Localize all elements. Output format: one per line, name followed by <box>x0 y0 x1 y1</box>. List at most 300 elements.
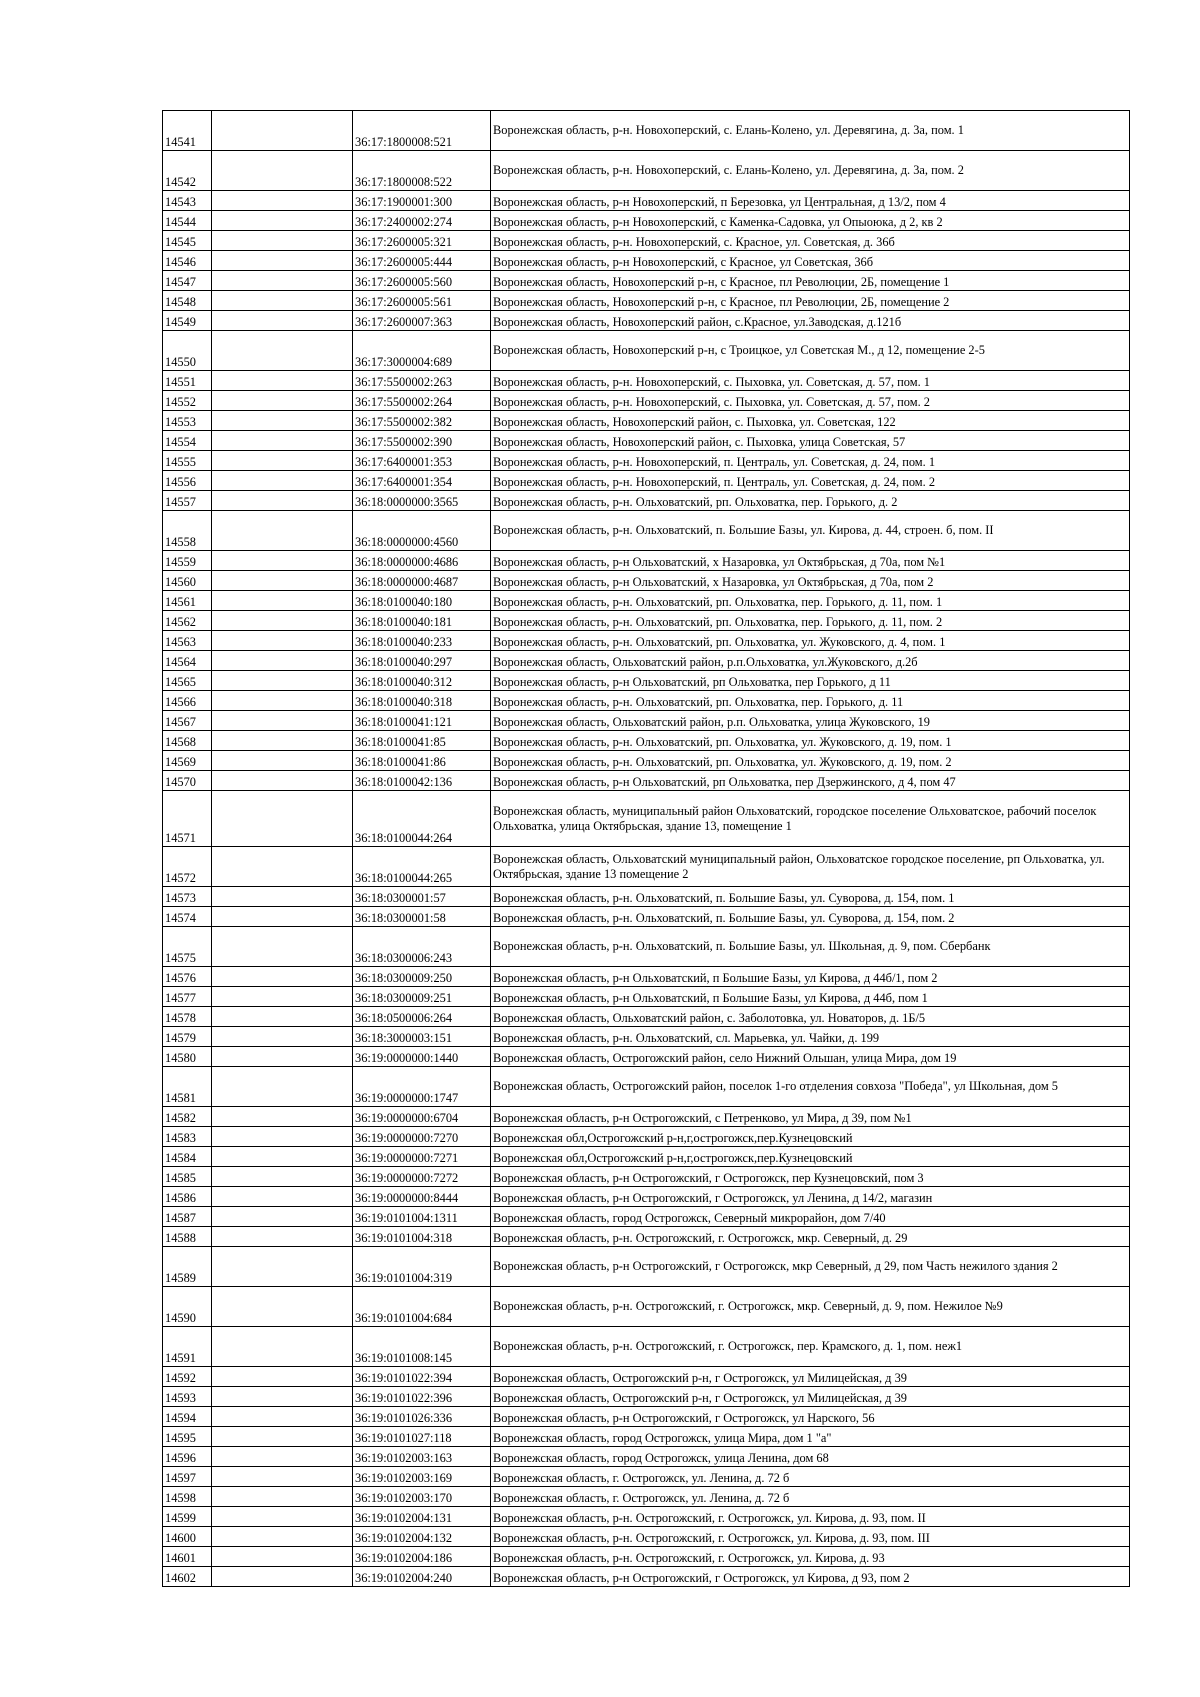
row-number-cell: 14586 <box>163 1187 212 1207</box>
empty-cell <box>212 1127 353 1147</box>
empty-cell <box>212 1367 353 1387</box>
row-number-cell: 14588 <box>163 1227 212 1247</box>
cadastral-number-cell: 36:17:6400001:353 <box>353 451 491 471</box>
cadastral-number-cell: 36:19:0102004:132 <box>353 1527 491 1547</box>
address-cell: Воронежская область, р-н Ольховатский, х Назаровка, ул Октябрьская, д 70а, пом 2 <box>491 571 1130 591</box>
cadastral-number-cell: 36:19:0101026:336 <box>353 1407 491 1427</box>
address-cell: Воронежская область, г. Острогожск, ул. Ленина, д. 72 б <box>491 1467 1130 1487</box>
table-row <box>163 847 1130 887</box>
address-cell: Воронежская область, р-н. Острогожский, г. Острогожск, мкр. Северный, д. 29 <box>491 1227 1130 1247</box>
address-cell: Воронежская обл,Острогожский р-н,г,острогожск,пер.Кузнецовский <box>491 1147 1130 1167</box>
table-row <box>163 191 1130 211</box>
cadastral-number-cell: 36:19:0102003:163 <box>353 1447 491 1467</box>
row-number-cell: 14552 <box>163 391 212 411</box>
empty-cell <box>212 1027 353 1047</box>
table-row <box>163 907 1130 927</box>
address-cell: Воронежская область, муниципальный район Ольховатский, городское поселение Ольховатское, рабочий поселок Ольховатка, улица Октябрьская, здание 13, помещение 1 <box>491 791 1130 847</box>
address-cell: Воронежская область, р-н Ольховатский, рп Ольховатка, пер Горького, д 11 <box>491 671 1130 691</box>
address-cell: Воронежская область, р-н Новохоперский, с Красное, ул Советская, 36б <box>491 251 1130 271</box>
empty-cell <box>212 771 353 791</box>
address-cell: Воронежская область, Острогожский район, поселок 1-го отделения совхоза "Победа", ул Школьная, дом 5 <box>491 1067 1130 1107</box>
address-cell: Воронежская область, р-н. Новохоперский, с. Пыховка, ул. Советская, д. 57, пом. 1 <box>491 371 1130 391</box>
table-row <box>163 1067 1130 1107</box>
cadastral-number-cell: 36:18:0100044:264 <box>353 791 491 847</box>
address-cell: Воронежская область, р-н Острогожский, г Острогожск, мкр Северный, д 29, пом Часть нежилого здания 2 <box>491 1247 1130 1287</box>
row-number-cell: 14575 <box>163 927 212 967</box>
row-number-cell: 14581 <box>163 1067 212 1107</box>
cadastral-number-cell: 36:17:2600005:444 <box>353 251 491 271</box>
row-number-cell: 14562 <box>163 611 212 631</box>
empty-cell <box>212 1547 353 1567</box>
table-row <box>163 151 1130 191</box>
table-row <box>163 711 1130 731</box>
cadastral-number-cell: 36:18:0300001:58 <box>353 907 491 927</box>
table-row <box>163 771 1130 791</box>
empty-cell <box>212 1207 353 1227</box>
cadastral-number-cell: 36:18:0100040:297 <box>353 651 491 671</box>
table-row <box>163 987 1130 1007</box>
empty-cell <box>212 967 353 987</box>
empty-cell <box>212 1427 353 1447</box>
cadastral-number-cell: 36:19:0000000:7270 <box>353 1127 491 1147</box>
address-cell: Воронежская область, р-н Ольховатский, п Большие Базы, ул Кирова, д 44б/1, пом 2 <box>491 967 1130 987</box>
empty-cell <box>212 671 353 691</box>
cadastral-number-cell: 36:18:0100040:233 <box>353 631 491 651</box>
table-row <box>163 1027 1130 1047</box>
table-row <box>163 1127 1130 1147</box>
address-cell: Воронежская область, р-н Ольховатский, рп Ольховатка, пер Дзержинского, д 4, пом 47 <box>491 771 1130 791</box>
empty-cell <box>212 371 353 391</box>
row-number-cell: 14564 <box>163 651 212 671</box>
address-cell: Воронежская область, р-н. Ольховатский, рп. Ольховатка, пер. Горького, д. 2 <box>491 491 1130 511</box>
empty-cell <box>212 751 353 771</box>
table-row <box>163 231 1130 251</box>
row-number-cell: 14572 <box>163 847 212 887</box>
cadastral-number-cell: 36:19:0102004:240 <box>353 1567 491 1587</box>
empty-cell <box>212 987 353 1007</box>
empty-cell <box>212 491 353 511</box>
address-cell: Воронежская область, р-н. Новохоперский, п. Централь, ул. Советская, д. 24, пом. 1 <box>491 451 1130 471</box>
address-cell: Воронежская область, р-н. Острогожский, г. Острогожск, пер. Крамского, д. 1, пом. неж1 <box>491 1327 1130 1367</box>
cadastral-number-cell: 36:17:5500002:264 <box>353 391 491 411</box>
address-cell: Воронежская область, р-н Новохоперский, п Березовка, ул Центральная, д 13/2, пом 4 <box>491 191 1130 211</box>
empty-cell <box>212 611 353 631</box>
address-cell: Воронежская область, город Острогожск, улица Ленина, дом 68 <box>491 1447 1130 1467</box>
table-row <box>163 1227 1130 1247</box>
empty-cell <box>212 571 353 591</box>
empty-cell <box>212 887 353 907</box>
empty-cell <box>212 1107 353 1127</box>
table-row <box>163 311 1130 331</box>
cadastral-number-cell: 36:18:0100042:136 <box>353 771 491 791</box>
table-row <box>163 1567 1130 1587</box>
address-cell: Воронежская область, Новохоперский р-н, с Красное, пл Революции, 2Б, помещение 1 <box>491 271 1130 291</box>
address-cell: Воронежская область, Острогожский р-н, г Острогожск, ул Милицейская, д 39 <box>491 1367 1130 1387</box>
row-number-cell: 14594 <box>163 1407 212 1427</box>
row-number-cell: 14548 <box>163 291 212 311</box>
empty-cell <box>212 1167 353 1187</box>
row-number-cell: 14571 <box>163 791 212 847</box>
empty-cell <box>212 1387 353 1407</box>
table-row <box>163 791 1130 847</box>
address-cell: Воронежская область, Ольховатский район, р.п.Ольховатка, ул.Жуковского, д.2б <box>491 651 1130 671</box>
empty-cell <box>212 691 353 711</box>
cadastral-number-cell: 36:19:0102004:186 <box>353 1547 491 1567</box>
empty-cell <box>212 1007 353 1027</box>
empty-cell <box>212 191 353 211</box>
cadastral-number-cell: 36:17:2600005:561 <box>353 291 491 311</box>
address-cell: Воронежская область, р-н Новохоперский, с Каменка-Садовка, ул Опыоюка, д 2, кв 2 <box>491 211 1130 231</box>
cadastral-number-cell: 36:19:0000000:1440 <box>353 1047 491 1067</box>
cadastral-number-cell: 36:17:6400001:354 <box>353 471 491 491</box>
address-cell: Воронежская область, р-н. Острогожский, г. Острогожск, мкр. Северный, д. 9, пом. Нежилое №9 <box>491 1287 1130 1327</box>
empty-cell <box>212 1447 353 1467</box>
cadastral-number-cell: 36:19:0101004:319 <box>353 1247 491 1287</box>
table-row <box>163 631 1130 651</box>
cadastral-number-cell: 36:17:3000004:689 <box>353 331 491 371</box>
row-number-cell: 14560 <box>163 571 212 591</box>
cadastral-number-cell: 36:18:0300009:251 <box>353 987 491 1007</box>
empty-cell <box>212 391 353 411</box>
cadastral-number-cell: 36:19:0101004:684 <box>353 1287 491 1327</box>
address-cell: Воронежская область, р-н. Новохоперский, с. Красное, ул. Советская, д. 36б <box>491 231 1130 251</box>
cadastral-number-cell: 36:18:0100040:180 <box>353 591 491 611</box>
table-row <box>163 1047 1130 1067</box>
row-number-cell: 14568 <box>163 731 212 751</box>
address-cell: Воронежская область, Острогожский район, село Нижний Ольшан, улица Мира, дом 19 <box>491 1047 1130 1067</box>
row-number-cell: 14587 <box>163 1207 212 1227</box>
empty-cell <box>212 1487 353 1507</box>
table-row <box>163 1527 1130 1547</box>
row-number-cell: 14602 <box>163 1567 212 1587</box>
empty-cell <box>212 1467 353 1487</box>
row-number-cell: 14570 <box>163 771 212 791</box>
address-cell: Воронежская область, р-н. Ольховатский, п. Большие Базы, ул. Кирова, д. 44, строен. б, пом. II <box>491 511 1130 551</box>
cadastral-number-cell: 36:19:0102003:169 <box>353 1467 491 1487</box>
cadastral-number-cell: 36:18:0100044:265 <box>353 847 491 887</box>
address-cell: Воронежская область, р-н. Новохоперский, п. Централь, ул. Советская, д. 24, пом. 2 <box>491 471 1130 491</box>
table-row <box>163 1367 1130 1387</box>
table-row <box>163 1287 1130 1327</box>
row-number-cell: 14557 <box>163 491 212 511</box>
row-number-cell: 14578 <box>163 1007 212 1027</box>
empty-cell <box>212 711 353 731</box>
cadastral-number-cell: 36:17:1800008:522 <box>353 151 491 191</box>
cadastral-number-cell: 36:19:0101004:318 <box>353 1227 491 1247</box>
row-number-cell: 14567 <box>163 711 212 731</box>
address-cell: Воронежская область, Новохоперский район, с.Красное, ул.Заводская, д.121б <box>491 311 1130 331</box>
empty-cell <box>212 231 353 251</box>
empty-cell <box>212 1507 353 1527</box>
address-cell: Воронежская область, р-н. Ольховатский, п. Большие Базы, ул. Суворова, д. 154, пом. 1 <box>491 887 1130 907</box>
empty-cell <box>212 1067 353 1107</box>
table-body <box>163 111 1130 1587</box>
table-row <box>163 551 1130 571</box>
table-row <box>163 1547 1130 1567</box>
empty-cell <box>212 251 353 271</box>
table-row <box>163 211 1130 231</box>
cadastral-number-cell: 36:18:0100041:85 <box>353 731 491 751</box>
address-cell: Воронежская область, р-н. Острогожский, г. Острогожск, ул. Кирова, д. 93, пом. III <box>491 1527 1130 1547</box>
empty-cell <box>212 791 353 847</box>
row-number-cell: 14582 <box>163 1107 212 1127</box>
address-cell: Воронежская область, Ольховатский муниципальный район, Ольховатское городское поселение, рп Ольховатка, ул. Октябрьская, здание 13 помещение 2 <box>491 847 1130 887</box>
table-row <box>163 111 1130 151</box>
table-row <box>163 251 1130 271</box>
empty-cell <box>212 1187 353 1207</box>
row-number-cell: 14589 <box>163 1247 212 1287</box>
table-row <box>163 1407 1130 1427</box>
empty-cell <box>212 431 353 451</box>
table-row <box>163 927 1130 967</box>
address-cell: Воронежская область, р-н. Ольховатский, рп. Ольховатка, ул. Жуковского, д. 4, пом. 1 <box>491 631 1130 651</box>
row-number-cell: 14544 <box>163 211 212 231</box>
cadastral-number-cell: 36:19:0000000:8444 <box>353 1187 491 1207</box>
table-row <box>163 571 1130 591</box>
table-row <box>163 671 1130 691</box>
address-cell: Воронежская область, р-н. Ольховатский, рп. Ольховатка, пер. Горького, д. 11 <box>491 691 1130 711</box>
cadastral-number-cell: 36:19:0101022:396 <box>353 1387 491 1407</box>
cadastral-number-cell: 36:18:0500006:264 <box>353 1007 491 1027</box>
table-row <box>163 591 1130 611</box>
empty-cell <box>212 1047 353 1067</box>
empty-cell <box>212 847 353 887</box>
empty-cell <box>212 211 353 231</box>
cadastral-number-cell: 36:17:1900001:300 <box>353 191 491 211</box>
table-row <box>163 471 1130 491</box>
empty-cell <box>212 651 353 671</box>
table-row <box>163 1107 1130 1127</box>
cadastral-number-cell: 36:19:0102004:131 <box>353 1507 491 1527</box>
row-number-cell: 14549 <box>163 311 212 331</box>
table-row <box>163 1507 1130 1527</box>
empty-cell <box>212 271 353 291</box>
empty-cell <box>212 1287 353 1327</box>
address-cell: Воронежская область, р-н Острогожский, с Петренково, ул Мира, д 39, пом №1 <box>491 1107 1130 1127</box>
table-row <box>163 491 1130 511</box>
row-number-cell: 14554 <box>163 431 212 451</box>
empty-cell <box>212 471 353 491</box>
row-number-cell: 14541 <box>163 111 212 151</box>
row-number-cell: 14558 <box>163 511 212 551</box>
row-number-cell: 14550 <box>163 331 212 371</box>
cadastral-number-cell: 36:17:1800008:521 <box>353 111 491 151</box>
row-number-cell: 14579 <box>163 1027 212 1047</box>
table-row <box>163 291 1130 311</box>
cadastral-number-cell: 36:18:0000000:4686 <box>353 551 491 571</box>
address-cell: Воронежская область, Новохоперский район, с. Пыховка, ул. Советская, 122 <box>491 411 1130 431</box>
empty-cell <box>212 1327 353 1367</box>
row-number-cell: 14574 <box>163 907 212 927</box>
table-row <box>163 731 1130 751</box>
address-cell: Воронежская область, Новохоперский р-н, с Красное, пл Революции, 2Б, помещение 2 <box>491 291 1130 311</box>
address-cell: Воронежская область, р-н. Ольховатский, рп. Ольховатка, пер. Горького, д. 11, пом. 2 <box>491 611 1130 631</box>
table-row <box>163 1427 1130 1447</box>
cadastral-number-cell: 36:17:5500002:263 <box>353 371 491 391</box>
row-number-cell: 14556 <box>163 471 212 491</box>
table-row <box>163 1487 1130 1507</box>
table-row <box>163 1447 1130 1467</box>
table-row <box>163 391 1130 411</box>
address-cell: Воронежская область, г. Острогожск, ул. Ленина, д. 72 б <box>491 1487 1130 1507</box>
cadastral-number-cell: 36:17:5500002:390 <box>353 431 491 451</box>
cadastral-number-cell: 36:17:2600005:321 <box>353 231 491 251</box>
row-number-cell: 14551 <box>163 371 212 391</box>
cadastral-number-cell: 36:17:2600007:363 <box>353 311 491 331</box>
cadastral-number-cell: 36:18:0100041:121 <box>353 711 491 731</box>
empty-cell <box>212 631 353 651</box>
row-number-cell: 14559 <box>163 551 212 571</box>
address-cell: Воронежская область, город Острогожск, Северный микрорайон, дом 7/40 <box>491 1207 1130 1227</box>
cadastral-number-cell: 36:18:0000000:4560 <box>353 511 491 551</box>
address-cell: Воронежская область, город Острогожск, улица Мира, дом 1 "а" <box>491 1427 1130 1447</box>
cadastral-number-cell: 36:18:0100041:86 <box>353 751 491 771</box>
address-cell: Воронежская область, р-н. Ольховатский, рп. Ольховатка, пер. Горького, д. 11, пом. 1 <box>491 591 1130 611</box>
table-row <box>163 431 1130 451</box>
row-number-cell: 14553 <box>163 411 212 431</box>
empty-cell <box>212 331 353 371</box>
address-cell: Воронежская область, р-н Острогожский, г Острогожск, ул Ленина, д 14/2, магазин <box>491 1187 1130 1207</box>
empty-cell <box>212 411 353 431</box>
table-row <box>163 1247 1130 1287</box>
table-row <box>163 451 1130 471</box>
address-cell: Воронежская область, р-н. Ольховатский, рп. Ольховатка, ул. Жуковского, д. 19, пом. 1 <box>491 731 1130 751</box>
address-cell: Воронежская область, р-н Ольховатский, п Большие Базы, ул Кирова, д 44б, пом 1 <box>491 987 1130 1007</box>
address-cell: Воронежская область, р-н. Ольховатский, рп. Ольховатка, ул. Жуковского, д. 19, пом. 2 <box>491 751 1130 771</box>
row-number-cell: 14555 <box>163 451 212 471</box>
empty-cell <box>212 1407 353 1427</box>
empty-cell <box>212 1147 353 1167</box>
row-number-cell: 14584 <box>163 1147 212 1167</box>
row-number-cell: 14577 <box>163 987 212 1007</box>
table-row <box>163 1167 1130 1187</box>
property-table <box>162 110 1130 1587</box>
empty-cell <box>212 291 353 311</box>
row-number-cell: 14563 <box>163 631 212 651</box>
empty-cell <box>212 111 353 151</box>
table-row <box>163 371 1130 391</box>
row-number-cell: 14599 <box>163 1507 212 1527</box>
row-number-cell: 14580 <box>163 1047 212 1067</box>
address-cell: Воронежская область, р-н. Ольховатский, сл. Марьевка, ул. Чайки, д. 199 <box>491 1027 1130 1047</box>
cadastral-number-cell: 36:19:0000000:7272 <box>353 1167 491 1187</box>
empty-cell <box>212 451 353 471</box>
row-number-cell: 14593 <box>163 1387 212 1407</box>
row-number-cell: 14590 <box>163 1287 212 1327</box>
empty-cell <box>212 311 353 331</box>
row-number-cell: 14600 <box>163 1527 212 1547</box>
cadastral-number-cell: 36:19:0102003:170 <box>353 1487 491 1507</box>
empty-cell <box>212 927 353 967</box>
address-cell: Воронежская область, р-н. Ольховатский, п. Большие Базы, ул. Школьная, д. 9, пом. Сбербанк <box>491 927 1130 967</box>
row-number-cell: 14547 <box>163 271 212 291</box>
cadastral-number-cell: 36:18:0100040:318 <box>353 691 491 711</box>
empty-cell <box>212 907 353 927</box>
row-number-cell: 14543 <box>163 191 212 211</box>
address-cell: Воронежская область, Новохоперский район, с. Пыховка, улица Советская, 57 <box>491 431 1130 451</box>
row-number-cell: 14585 <box>163 1167 212 1187</box>
cadastral-number-cell: 36:19:0101022:394 <box>353 1367 491 1387</box>
address-cell: Воронежская область, р-н Острогожский, г Острогожск, пер Кузнецовский, пом 3 <box>491 1167 1130 1187</box>
table-row <box>163 1467 1130 1487</box>
address-cell: Воронежская область, р-н Острогожский, г Острогожск, ул Нарского, 56 <box>491 1407 1130 1427</box>
cadastral-number-cell: 36:18:0300001:57 <box>353 887 491 907</box>
row-number-cell: 14596 <box>163 1447 212 1467</box>
cadastral-number-cell: 36:19:0000000:7271 <box>353 1147 491 1167</box>
row-number-cell: 14591 <box>163 1327 212 1367</box>
empty-cell <box>212 731 353 751</box>
row-number-cell: 14592 <box>163 1367 212 1387</box>
cadastral-number-cell: 36:19:0000000:1747 <box>353 1067 491 1107</box>
row-number-cell: 14583 <box>163 1127 212 1147</box>
cadastral-number-cell: 36:18:0000000:4687 <box>353 571 491 591</box>
empty-cell <box>212 551 353 571</box>
address-cell: Воронежская область, Ольховатский район, р.п. Ольховатка, улица Жуковского, 19 <box>491 711 1130 731</box>
table-row <box>163 691 1130 711</box>
empty-cell <box>212 1527 353 1547</box>
table-row <box>163 1387 1130 1407</box>
cadastral-number-cell: 36:18:0300006:243 <box>353 927 491 967</box>
address-cell: Воронежская область, Острогожский р-н, г Острогожск, ул Милицейская, д 39 <box>491 1387 1130 1407</box>
address-cell: Воронежская область, р-н Ольховатский, х Назаровка, ул Октябрьская, д 70а, пом №1 <box>491 551 1130 571</box>
row-number-cell: 14573 <box>163 887 212 907</box>
table-row <box>163 511 1130 551</box>
address-cell: Воронежская область, р-н. Острогожский, г. Острогожск, ул. Кирова, д. 93 <box>491 1547 1130 1567</box>
row-number-cell: 14601 <box>163 1547 212 1567</box>
table-row <box>163 887 1130 907</box>
table-row <box>163 1327 1130 1367</box>
row-number-cell: 14545 <box>163 231 212 251</box>
empty-cell <box>212 591 353 611</box>
row-number-cell: 14566 <box>163 691 212 711</box>
cadastral-number-cell: 36:19:0000000:6704 <box>353 1107 491 1127</box>
row-number-cell: 14569 <box>163 751 212 771</box>
address-cell: Воронежская обл,Острогожский р-н,г,острогожск,пер.Кузнецовский <box>491 1127 1130 1147</box>
cadastral-number-cell: 36:18:0300009:250 <box>353 967 491 987</box>
cadastral-number-cell: 36:17:2400002:274 <box>353 211 491 231</box>
table-row <box>163 1187 1130 1207</box>
cadastral-number-cell: 36:19:0101004:1311 <box>353 1207 491 1227</box>
cadastral-number-cell: 36:17:5500002:382 <box>353 411 491 431</box>
cadastral-number-cell: 36:18:0000000:3565 <box>353 491 491 511</box>
address-cell: Воронежская область, р-н. Новохоперский, с. Елань-Колено, ул. Деревягина, д. 3а, пом. 1 <box>491 111 1130 151</box>
empty-cell <box>212 1227 353 1247</box>
row-number-cell: 14576 <box>163 967 212 987</box>
cadastral-number-cell: 36:18:0100040:312 <box>353 671 491 691</box>
table-row <box>163 967 1130 987</box>
table-row <box>163 1147 1130 1167</box>
empty-cell <box>212 1247 353 1287</box>
table-row <box>163 1007 1130 1027</box>
address-cell: Воронежская область, р-н. Острогожский, г. Острогожск, ул. Кирова, д. 93, пом. II <box>491 1507 1130 1527</box>
cadastral-number-cell: 36:19:0101008:145 <box>353 1327 491 1367</box>
table-row <box>163 271 1130 291</box>
cadastral-number-cell: 36:17:2600005:560 <box>353 271 491 291</box>
row-number-cell: 14561 <box>163 591 212 611</box>
cadastral-number-cell: 36:18:3000003:151 <box>353 1027 491 1047</box>
table-row <box>163 331 1130 371</box>
table-row <box>163 611 1130 631</box>
address-cell: Воронежская область, р-н Острогожский, г Острогожск, ул Кирова, д 93, пом 2 <box>491 1567 1130 1587</box>
row-number-cell: 14595 <box>163 1427 212 1447</box>
address-cell: Воронежская область, Ольховатский район, с. Заболотовка, ул. Новаторов, д. 1Б/5 <box>491 1007 1130 1027</box>
address-cell: Воронежская область, р-н. Новохоперский, с. Пыховка, ул. Советская, д. 57, пом. 2 <box>491 391 1130 411</box>
address-cell: Воронежская область, р-н. Ольховатский, п. Большие Базы, ул. Суворова, д. 154, пом. 2 <box>491 907 1130 927</box>
empty-cell <box>212 151 353 191</box>
row-number-cell: 14597 <box>163 1467 212 1487</box>
row-number-cell: 14565 <box>163 671 212 691</box>
cadastral-number-cell: 36:18:0100040:181 <box>353 611 491 631</box>
